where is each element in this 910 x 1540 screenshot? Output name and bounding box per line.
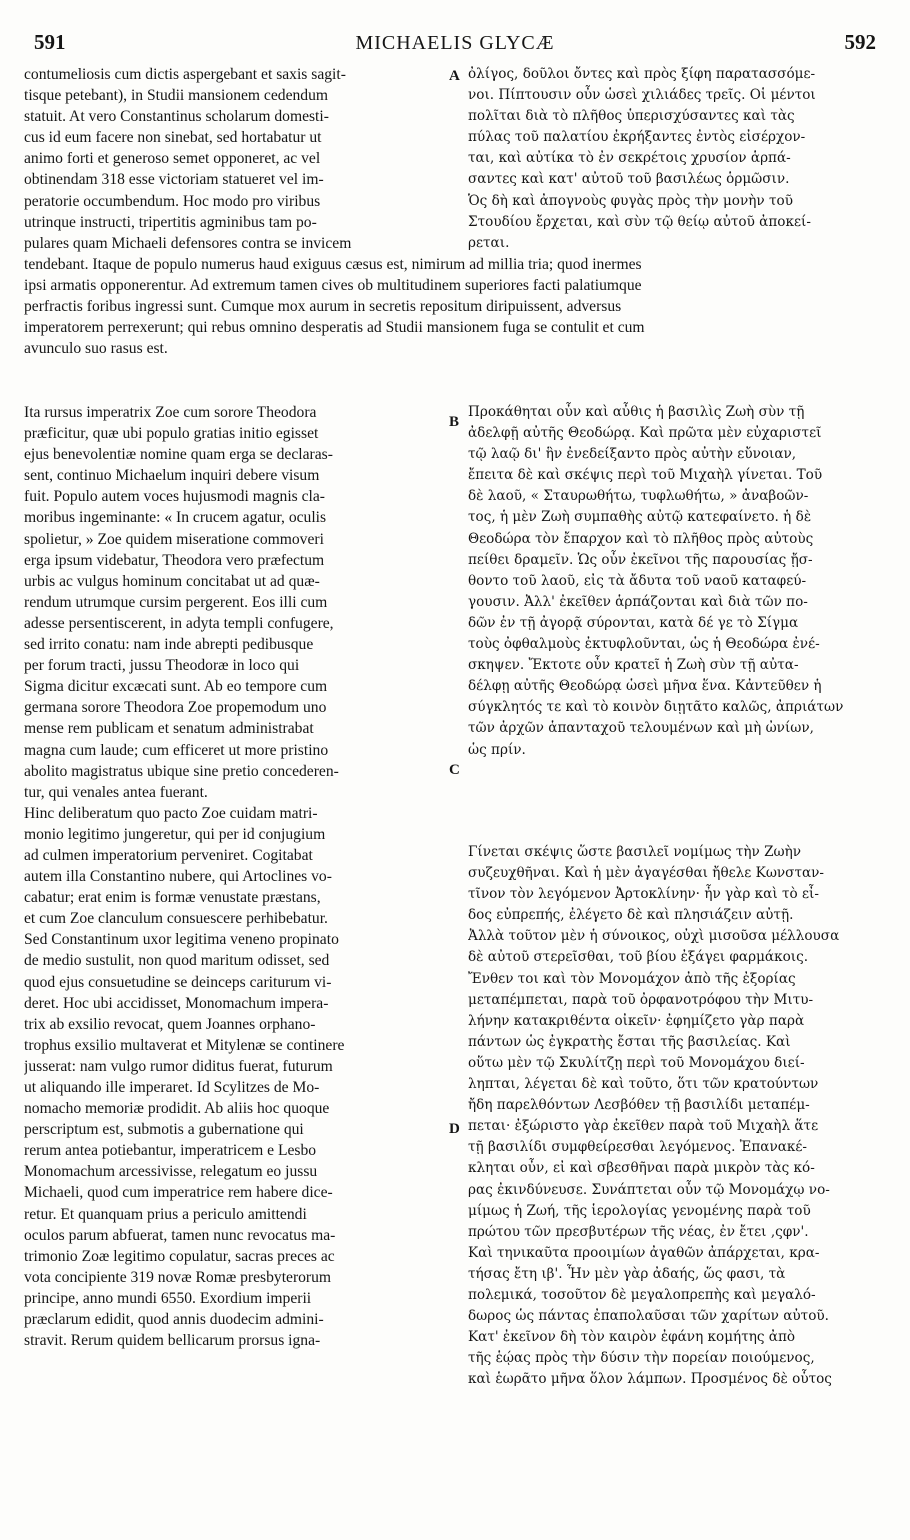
text-line: τῶν ἀρχῶν ἁπανταχοῦ τελουμένων καὶ μὴ ὠνίων, bbox=[468, 720, 814, 737]
text-line: σαντες καὶ κατ' αὐτοῦ τοῦ βασιλέως ὁρμῶσιν. bbox=[468, 171, 790, 188]
text-line: δωρος ὡς πάντας ἐπαπολαῦσαι τῶν χαρίτων αὐτοῦ. bbox=[468, 1308, 829, 1325]
text-line: pulares quam Michaeli defensores contra se invicem bbox=[24, 234, 352, 252]
text-line: Ὁς δὴ καὶ ἀπογνοὺς φυγὰς πρὸς τὴν μονὴν τοῦ bbox=[468, 192, 793, 209]
text-line: præclarum edidit, quod annis duodecim admini- bbox=[24, 1311, 324, 1329]
text-line: Γίνεται σκέψις ὥστε βασιλεῖ νομίμως τὴν Ζωὴν bbox=[468, 844, 802, 860]
text-line: δῶν ἐν τῇ ἀγορᾷ σύρονται, κατὰ δέ γε τὸ Σίγμα bbox=[468, 614, 799, 631]
text-line: stravit. Rerum quidem bellicarum prorsus igna- bbox=[24, 1332, 321, 1350]
text-line: moribus ingeminante: « In crucem agatur, oculis bbox=[24, 509, 327, 527]
text-line: Θεοδώρα τὸν ἔπαρχον καὶ τὸ πλῆθος πρὸς αὐτοὺς bbox=[468, 530, 814, 547]
text-line: πείθει δραμεῖν. Ὡς οὖν ἐκεῖνοι τῆς παρουσίας ᾔσ- bbox=[468, 551, 813, 568]
text-line: perfractis foribus ingressi sunt. Cumque mox aurum in secretis repositum diripuissent, adversus bbox=[24, 298, 622, 316]
text-line: πύλας τοῦ παλατίου ἐκρήξαντες ἐντὸς εἰσέρχον- bbox=[468, 129, 806, 146]
text-line: συζευχθῆναι. Καὶ ἡ μὲν ἀγαγέσθαι ἤθελε Κωνσταν- bbox=[468, 865, 824, 882]
text-line: ται, καὶ αὐτίκα τὸ ἐν σεκρέτοις χρυσίον ἁρπά- bbox=[468, 150, 791, 167]
text-line: obtinendam 318 esse victoriam statueret vel im- bbox=[24, 171, 324, 189]
text-line: Monomachum arcessivisse, relegatum eo jussu bbox=[24, 1163, 318, 1181]
text-line: δέλφῃ αὐτῆς Θεοδώρᾳ ὡσεὶ μῆνα ἕνα. Κἀντεῦθεν ἡ bbox=[468, 678, 822, 695]
text-line: ὡς πρίν. bbox=[468, 741, 526, 758]
text-line: rendum utrumque cursim pergerent. Eos illi cum bbox=[24, 593, 328, 611]
text-line: Sed Constantinum uxor legitima veneno propinato bbox=[24, 931, 339, 949]
text-line: ejus benevolentiæ nomine quam erga se declaras- bbox=[24, 446, 333, 464]
marker-b: B bbox=[449, 414, 460, 430]
text-line: urbis ac vulgus hominum concitabat ut ad quæ- bbox=[24, 572, 320, 590]
text-line: σκηψεν. Ἔκτοτε οὖν κρατεῖ ἡ Ζωὴ σὺν τῇ αὐτα- bbox=[468, 657, 799, 674]
text-line: δος εὐπρεπής, ἐλέγετο δὲ καὶ πλησιάζειν αὐτῇ. bbox=[468, 907, 794, 924]
text-line: monio legitimo jungeretur, qui per id conjugium bbox=[24, 825, 326, 843]
text-line: ληπται, λέγεται δὲ καὶ τοῦτο, ὅτι τῶν κρατούντων bbox=[468, 1076, 819, 1093]
text-line: utrinque instructi, tripertitis agminibus tam po- bbox=[24, 213, 317, 231]
text-line: tendebant. Itaque de populo numerus haud exiguus cæsus est, nimirum ad millia tria; quod inermes bbox=[24, 256, 642, 273]
text-line: per forum tracti, jussu Theodoræ in loco qui bbox=[24, 657, 300, 675]
latin-column-block-1 bbox=[24, 64, 444, 254]
text-line: πολῖται διὰ τὸ πλῆθος ὑπερισχύσαντες καὶ τὰς bbox=[468, 108, 795, 125]
greek-column-block-2 bbox=[468, 402, 878, 761]
marker-a: A bbox=[449, 68, 460, 84]
latin-column-block-2 bbox=[24, 402, 444, 1351]
text-line: sed irrito conatu: nam inde abrepti pedibusque bbox=[24, 636, 314, 654]
text-line: tisque petebant), in Studii mansionem cedendum bbox=[24, 87, 329, 105]
text-line: vota concipiente 319 novæ Romæ presbyterorum bbox=[24, 1268, 332, 1286]
marker-d: D bbox=[449, 1121, 460, 1137]
text-line: σύγκλητός τε καὶ τὸ κοινὸν διῃτᾶτο καλῶς, ἀπριάτων bbox=[468, 699, 844, 716]
text-line: ὀλίγος, δοῦλοι ὄντες καὶ πρὸς ξίφη παρατασσόμε- bbox=[468, 66, 816, 82]
text-line: ipsi armatis opponerentur. Ad extremum tamen cives ob multitudinem superiores facti palatiumque bbox=[24, 277, 642, 295]
text-line: Ἔνθεν τοι καὶ τὸν Μονομάχον ἀπὸ τῆς ἐξορίας bbox=[468, 970, 796, 987]
text-line: ad culmen imperatorium perveniret. Cogitabat bbox=[24, 846, 313, 864]
text-line: quod ejus consuetudine se deinceps cariturum vi- bbox=[24, 973, 332, 991]
text-line: Στουδίου ἔρχεται, καὶ σὺν τῷ θείῳ αὐτοῦ ἀποκεί- bbox=[468, 213, 811, 230]
text-line: fuit. Populo autem voces hujusmodi magnis cla- bbox=[24, 488, 326, 506]
text-line: cus id eum facere non sinebat, sed hortabatur ut bbox=[24, 129, 322, 147]
text-line: τος, ἡ μὲν Ζωὴ συμπαθὴς αὐτῷ κατεφαίνετο. ἡ δὲ bbox=[468, 509, 812, 526]
text-line: Sigma dicitur excæcati sunt. Ab eo tempore cum bbox=[24, 678, 328, 696]
text-line: νοι. Πίπτουσιν οὖν ὡσεὶ χιλιάδες τρεῖς. Οἱ μέντοι bbox=[468, 87, 816, 104]
text-line: trix ab exsilio revocat, quem Joannes orphano- bbox=[24, 1015, 316, 1033]
text-line: μίμως ἡ Ζωή, τῆς ἱερολογίας γενομένης παρὰ τοῦ bbox=[468, 1202, 811, 1219]
text-line: peratorie occumbendum. Hoc modo pro viribus bbox=[24, 192, 321, 210]
text-line: mense rem publicam et senatum administrabat bbox=[24, 720, 314, 738]
text-line: δὲ λαοῦ, « Σταυρωθήτω, τυφλωθήτω, » ἀναβοῶν- bbox=[468, 488, 809, 505]
text-line: spolietur, » Zoe quidem miseratione commoveri bbox=[24, 530, 324, 548]
text-line: τῆς ἑῴας πρὸς τὴν δύσιν τὴν πορείαν ποιούμενος, bbox=[468, 1350, 815, 1367]
text-line: Michaeli, quod cum imperatrice rem habere dice- bbox=[24, 1184, 333, 1202]
text-line: animo forti et generoso semet opponeret, ac vel bbox=[24, 150, 321, 168]
text-line: Ἀλλὰ τοῦτον μὲν ἡ σύνοικος, οὐχὶ μισοῦσα μέλλουσα bbox=[468, 928, 840, 945]
text-line: ἔπειτα δὲ καὶ σκέψις περὶ τοῦ Μιχαὴλ γίνεται. Τοῦ bbox=[468, 467, 823, 484]
text-line: rerum antea potiebantur, imperatricem e Lesbo bbox=[24, 1142, 317, 1160]
text-line: πάντων ὡς ἐγκρατὴς ἔσται τῆς βασιλείας. Καὶ bbox=[468, 1033, 791, 1050]
text-line: τῇ βασιλίδι συμφθείρεσθαι λεγόμενος. Ἐπανακέ- bbox=[468, 1139, 808, 1156]
text-line: contumeliosis cum dictis aspergebant et saxis sagit- bbox=[24, 66, 346, 83]
text-line: cabatur; erat enim is formæ venustate præstans, bbox=[24, 889, 321, 907]
text-line: πρώτου τῶν πρεσβυτέρων τῆς νέας, ἐν ἔτει ,ςφν'. bbox=[468, 1223, 809, 1240]
text-line: perscriptum est, submotis a gubernatione qui bbox=[24, 1121, 304, 1139]
text-line: τῷ λαῷ δι' ἣν ἐνεδείξαντο πρὸς αὐτὴν εὔνοιαν, bbox=[468, 446, 797, 463]
text-line: tur, qui venales antea fuerant. bbox=[24, 783, 208, 801]
text-line: γουσιν. Ἀλλ' ἐκεῖθεν ἁρπάζονται καὶ διὰ τῶν πο- bbox=[468, 593, 808, 610]
text-line: ρεται. bbox=[468, 234, 510, 251]
text-line: θοντο τοῦ λαοῦ, εἰς τὰ ἄδυτα τοῦ ναοῦ καταφεύ- bbox=[468, 572, 807, 589]
text-line: μεταπέμπεται, παρὰ τοῦ ὀρφανοτρόφου τὴν Μιτυ- bbox=[468, 991, 814, 1008]
text-line: Ita rursus imperatrix Zoe cum sorore Theodora bbox=[24, 404, 317, 421]
text-line: præficitur, quæ ubi populo gratias initio egisset bbox=[24, 425, 319, 443]
text-line: adesse persentiscerent, in adyta templi confugere, bbox=[24, 614, 334, 632]
text-line: ρας ἐκινδύνευσε. Συνάπτεται οὖν τῷ Μονομάχῳ νο- bbox=[468, 1181, 830, 1198]
text-line: principe, anno mundi 6550. Exordium imperii bbox=[24, 1289, 312, 1307]
running-title: MICHAELIS GLYCÆ bbox=[355, 32, 555, 54]
text-line: avunculo suo rasus est. bbox=[24, 340, 168, 358]
text-line: ἤδη παρελθόντων Λεσβόθεν τῇ βασιλίδι μεταπέμ- bbox=[468, 1097, 810, 1114]
page-header bbox=[34, 30, 876, 58]
text-line: trophus exsilio multaverat et Mitylenæ se continere bbox=[24, 1036, 345, 1054]
text-line: germana sorore Theodora Zoe propemodum uno bbox=[24, 699, 327, 717]
greek-column-block-3 bbox=[468, 842, 878, 1390]
marker-c: C bbox=[449, 762, 460, 778]
text-line: de medio sustulit, non quod maritum odisset, sed bbox=[24, 952, 330, 970]
text-line: τήσας ἔτη ιβ'. Ἦν μὲν γὰρ ἀδαής, ὥς φασι, τὰ bbox=[468, 1265, 786, 1282]
text-line: erga ipsum videbatur, Theodora vero præfectum bbox=[24, 551, 325, 569]
text-line: τῖνον τὸν λεγόμενον Ἀρτοκλίνην· ἦν γὰρ καὶ τὸ εἶ- bbox=[468, 886, 819, 903]
text-line: nomacho memoriæ prodidit. Ab aliis hoc quoque bbox=[24, 1100, 330, 1118]
text-line: τοὺς ὀφθαλμοὺς ἐκτυφλοῦνται, ὡς ἡ Θεοδώρα ἐνέ- bbox=[468, 636, 820, 653]
text-line: πεται· ἐξώριστο γὰρ ἐκεῖθεν παρὰ τοῦ Μιχαὴλ ἅτε bbox=[468, 1118, 819, 1135]
text-line: ut aliquando ille imperaret. Id Scylitzes de Mo- bbox=[24, 1079, 320, 1096]
text-line: καὶ ἑωρᾶτο μῆνα ὅλον λάμπων. Προσμένος δὲ οὗτος bbox=[468, 1371, 832, 1388]
text-line: magna cum laude; cum efficeret ut more pristino bbox=[24, 741, 329, 759]
text-line: deret. Hoc ubi accidisset, Monomachum impera- bbox=[24, 994, 329, 1012]
text-line: κληται οὖν, εἰ καὶ σβεσθῆναι παρὰ μικρὸν τὰς κό- bbox=[468, 1160, 815, 1177]
text-line: imperatorem perrexerunt; qui rebus omnino desperatis ad Studii mansionem fuga se contulit et cum bbox=[24, 319, 645, 337]
text-line: πολεμικά, τοσοῦτον δὲ μεγαλοπρεπὴς καὶ μεγαλό- bbox=[468, 1286, 816, 1303]
text-line: abolito magistratus ubique sine pretio concederen- bbox=[24, 762, 339, 780]
text-line: autem illa Constantino nubere, qui Artoclines vo- bbox=[24, 868, 332, 886]
text-line: retur. Et quanquam prius a periculo amittendi bbox=[24, 1205, 307, 1223]
text-line: δὲ αὐτοῦ στερεῖσθαι, τοῦ βίου ἐξάγει φαρμάκοις. bbox=[468, 949, 809, 966]
text-line: οὕτω μὲν τῷ Σκυλίτζῃ περὶ τοῦ Μονομάχου διεί- bbox=[468, 1054, 805, 1071]
text-line: λήνην κατακριθέντα οἰκεῖν· ἐφημίζετο γὰρ παρὰ bbox=[468, 1012, 805, 1029]
greek-column-block-1 bbox=[468, 64, 878, 254]
text-line: ἀδελφῇ αὐτῆς Θεοδώρᾳ. Καὶ πρῶτα μὲν εὐχαριστεῖ bbox=[468, 425, 822, 442]
text-line: Hinc deliberatum quo pacto Zoe cuidam matri- bbox=[24, 804, 318, 822]
text-line: Καὶ τηνικαῦτα προοιμίων ἀγαθῶν ἀπάρχεται, κρα- bbox=[468, 1244, 820, 1261]
text-line: statuit. At vero Constantinus scholarum domesti- bbox=[24, 108, 329, 126]
page-number-left: 591 bbox=[34, 30, 66, 54]
text-line: jusserat: nam vulgo rumor diditus fuerat, futurum bbox=[24, 1057, 333, 1075]
text-line: et cum Zoe clanculum consuescere perhibebatur. bbox=[24, 910, 328, 928]
text-line: sent, continuo Michaelum inquiri debere visum bbox=[24, 467, 320, 485]
text-line: trimonio Zoæ legitimo copulatur, sacras preces ac bbox=[24, 1247, 335, 1265]
text-line: oculos parum abfuerat, tamen nunc revocatus ma- bbox=[24, 1226, 336, 1244]
latin-full-width-paragraph bbox=[24, 254, 876, 359]
text-line: Προκάθηται οὖν καὶ αὖθις ἡ βασιλὶς Ζωὴ σὺν τῇ bbox=[468, 404, 805, 420]
page-number-right: 592 bbox=[844, 30, 876, 54]
text-line: Κατ' ἐκεῖνον δὴ τὸν καιρὸν ἐφάνη κομήτης ἀπὸ bbox=[468, 1329, 796, 1346]
